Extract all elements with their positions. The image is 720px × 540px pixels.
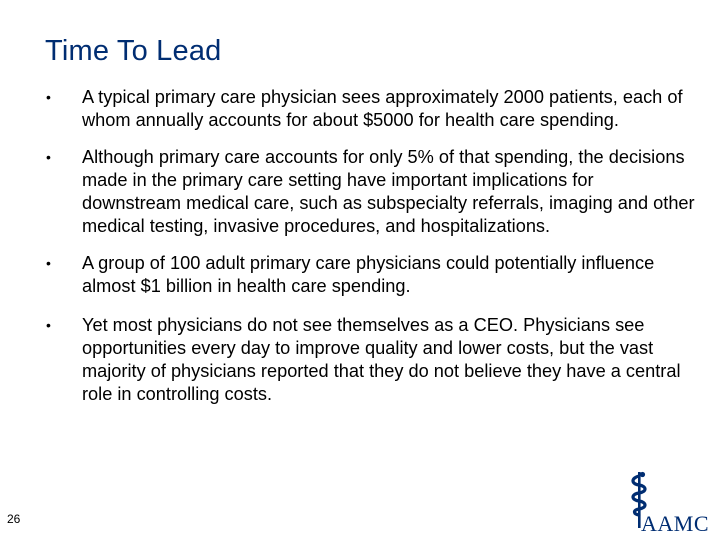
bullet-text: Although primary care accounts for only 5% of that spending, the decisions made in the primary care setting have important implications for downstream medical care, such as subspecialty referrals, imaging and other medical testing, invasive procedures, and hospitalizations. (82, 147, 695, 236)
bullet-text: Yet most physicians do not see themselves as a CEO. Physicians see opportunities every day to improve quality and lower costs, but the vast majority of physicians reported that they do not believe they have a central role in controlling costs. (82, 315, 681, 404)
bullet-text: A group of 100 adult primary care physicians could potentially influence almost $1 billion in health care spending. (82, 253, 655, 296)
bullet-marker: • (46, 255, 51, 271)
bullet-item-3 (46, 252, 696, 298)
aamc-logo (620, 470, 716, 536)
page-number: 26 (7, 512, 21, 526)
slide-title: Time To Lead (45, 35, 222, 67)
bullet-item-4 (46, 314, 696, 406)
bullet-item-1 (46, 86, 696, 132)
bullet-text: A typical primary care physician sees approximately 2000 patients, each of whom annually accounts for about $5000 for health care spending. (82, 87, 683, 130)
aamc-logo-text: AAMC (641, 511, 710, 536)
bullet-item-2 (46, 146, 696, 238)
bullet-marker: • (46, 89, 51, 105)
bullet-list (46, 86, 696, 420)
bullet-marker: • (46, 317, 51, 333)
bullet-marker: • (46, 149, 51, 165)
